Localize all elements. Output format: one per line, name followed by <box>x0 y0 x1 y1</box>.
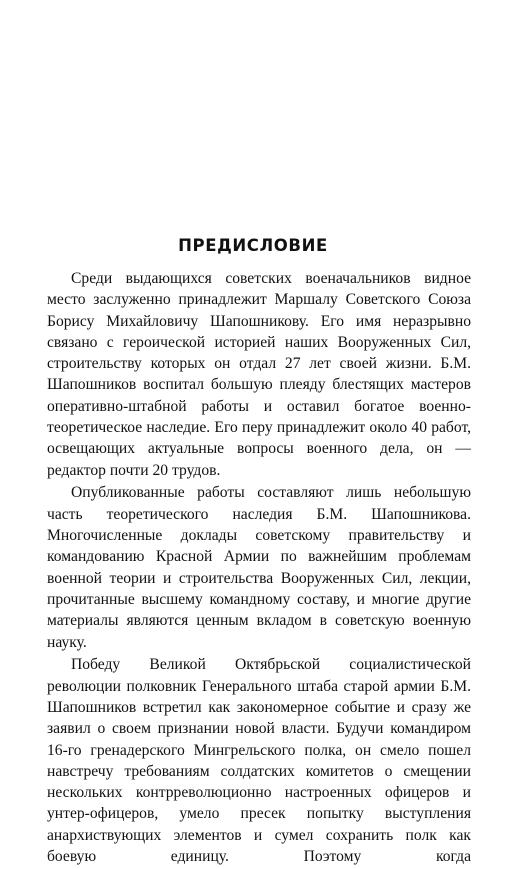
paragraph-3: Победу Великой Октябрьской социалистической революции полковник Генерального штаба старой армии Б.М. Шапошников встретил как закономерное событие и сразу же заявил о своем признании новой власти. Будучи командиром 16-го гренадерского Мингрельского полка, он смело пошел навстречу требованиям солдатских комитетов о смещении нескольких контрреволюционно настроенных офицеров и унтер-офицеров, умело пресек попытку выступления анархиствующих элементов и сумел сохранить полк как боевую единицу. Поэтому когда <box>47 656 471 866</box>
body-text <box>47 268 471 869</box>
paragraph-1: Среди выдающихся советских военачальников видное место заслуженно принадлежит Маршалу Советского Союза Борису Михайловичу Шапошникову. Его имя неразрывно связано с героической историей наших Вооруженных Сил, строительству которых он отдал 27 лет своей жизни. Б.М. Шапошников воспитал большую плеяду блестящих мастеров оперативно-штабной работы и оставил богатое военно-теоретическое наследие. Его перу принадлежит около 40 работ, освещающих актуальные вопросы военного дела, он — редактор почти 20 трудов. <box>47 270 471 479</box>
paragraph-2: Опубликованные работы составляют лишь небольшую часть теоретического наследия Б.М. Шапошникова. Многочисленные доклады советскому правительству и командованию Красной Армии по важнейшим проблемам военной теории и строительства Вооруженных Сил, лекции, прочитанные высшему командному составу, и многие другие материалы являются ценным вкладом в советскую военную науку. <box>47 484 471 651</box>
chapter-heading: ПРЕДИСЛОВИЕ <box>178 236 328 255</box>
